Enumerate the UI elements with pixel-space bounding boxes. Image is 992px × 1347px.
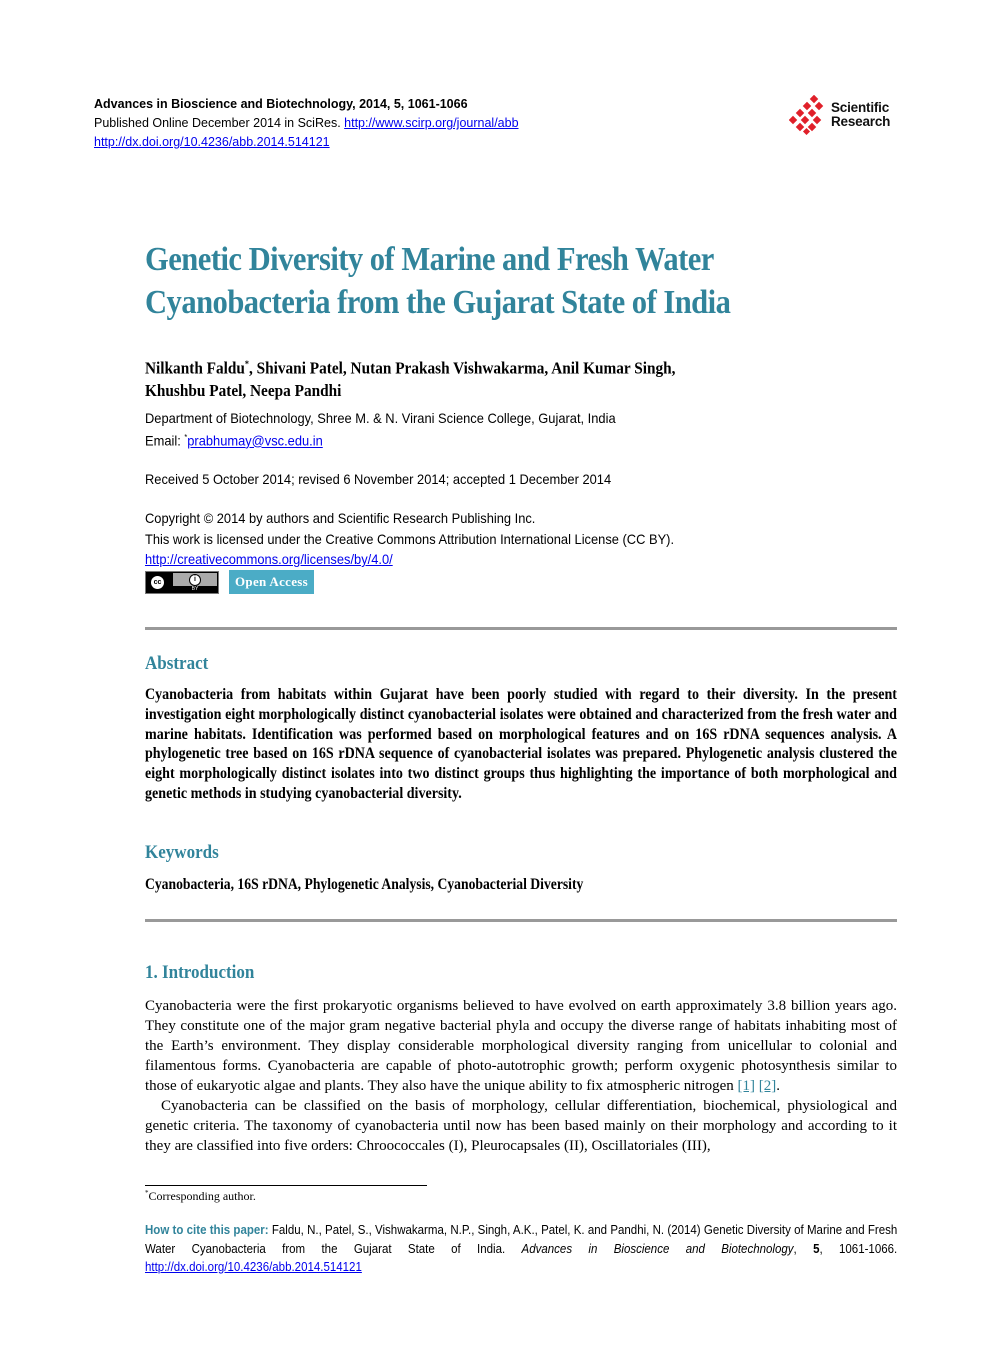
reference-link-1[interactable]: [1] (737, 1078, 755, 1094)
email-label: Email: (145, 432, 185, 449)
published-line (94, 114, 519, 133)
abstract-text: Cyanobacteria from habitats within Gujarat have been poorly studied with regard to their diversity. In the present investigation eight morphologically distinct cyanobacterial isolates were obtained and characterized from the fresh water and marine habitats. Identification was performed based on morphological features and on 16S rDNA sequences analysis. A phylogenetic tree based on 16S rDNA sequence of cyanobacterial isolates was prepared. Phylogenetic analysis clustered the eight morphologically distinct isolates into two distinct groups thus highlighting the importance of both morphological and genetic methods in studying cyanobacterial diversity. (145, 686, 897, 802)
footnote-divider (145, 1185, 427, 1186)
copyright-line: Copyright © 2014 by authors and Scientific Research Publishing Inc. (145, 510, 536, 526)
author-names: , Shivani Patel, Nutan Prakash Vishwakarma, Anil Kumar Singh, (248, 358, 676, 378)
keywords-heading: Keywords (145, 843, 219, 863)
title-line-2: Cyanobacteria from the Gujarat State of India (145, 284, 731, 321)
received-dates: Received 5 October 2014; revised 6 November 2014; accepted 1 December 2014 (145, 471, 612, 487)
attribution-icon: i (189, 574, 201, 586)
divider-top (145, 627, 897, 630)
doi-link[interactable]: http://dx.doi.org/10.4236/abb.2014.514121 (94, 135, 330, 149)
paper-title (145, 238, 838, 324)
by-section (173, 573, 217, 592)
author-name: Nilkanth Faldu (145, 358, 245, 378)
keywords-text: Cyanobacteria, 16S rDNA, Phylogenetic Analysis, Cyanobacterial Diversity (145, 876, 584, 893)
reference-link-2[interactable]: [2] (758, 1078, 777, 1094)
divider-bottom (145, 919, 897, 922)
email-marker: * (184, 433, 188, 442)
cite-separator: , (793, 1240, 814, 1256)
cite-doi-link[interactable]: http://dx.doi.org/10.4236/abb.2014.514121 (145, 1259, 362, 1274)
journal-header (94, 95, 519, 152)
journal-url-link[interactable]: http://www.scirp.org/journal/abb (344, 116, 519, 130)
intro-paragraph-1 (145, 996, 897, 1096)
by-label: BY (173, 586, 217, 592)
affiliation: Department of Biotechnology, Shree M. & N. Virani Science College, Gujarat, India (145, 410, 616, 426)
logo-text-line1: Scientific (831, 100, 890, 115)
title-line-1: Genetic Diversity of Marine and Fresh Water (145, 241, 714, 278)
cc-by-badge[interactable] (145, 571, 219, 594)
footnote-marker: * (145, 1189, 149, 1197)
license-link[interactable]: http://creativecommons.org/licenses/by/4.0/ (145, 551, 393, 567)
scientific-research-logo-icon (789, 95, 827, 135)
footnote (145, 1189, 256, 1204)
copyright-block (145, 508, 674, 570)
intro-para1-text: Cyanobacteria were the first prokaryotic organisms believed to have evolved on earth approximately 3.8 billion years ago. They constitute one of the major gram negative bacterial phyla and occupy the diverse range of habitats inhabiting most of the Earth’s environment. They display considerable morphological diversity ranging from unicellular to colonial and filamentous forms. Cyanobacteria are capable of photo-autotrophic growth; perform oxygenic photosynthesis similar to those of eukaryotic algae and plants. They also have the unique ability to fix atmospheric nitrogen (145, 998, 897, 1094)
email-link[interactable]: prabhumay@vsc.edu.in (187, 432, 323, 449)
logo-text (831, 101, 890, 129)
published-text: Published Online December 2014 in SciRes. (94, 116, 345, 130)
cite-label: How to cite this paper: (145, 1222, 269, 1237)
abstract-heading: Abstract (145, 654, 209, 674)
cite-pages: , 1061-1066. (819, 1240, 898, 1256)
cite-text: Faldu, N., Patel, S., Vishwakarma, N.P., Singh, A.K., Patel, K. and Pandhi, N. (2014) Genetic Diversity of Marine and Fresh Water Cyanobacteria from the Gujarat State of India. (145, 1222, 898, 1256)
author-names-line2: Khushbu Patel, Neepa Pandhi (145, 380, 342, 400)
intro-paragraph-2: Cyanobacteria can be classified on the basis of morphology, cellular differentiation, biochemical, physiological and genetic criteria. The taxonomy of cyanobacteria until now has been based mainly on their morphology and according to it they are classified into five orders: Chroococcales (I), Pleurocapsales (II), Oscillatoriales (III), (145, 1098, 897, 1154)
journal-citation-line: Advances in Bioscience and Biotechnology, 2014, 5, 1061-1066 (94, 97, 468, 111)
cc-icon: cc (149, 574, 166, 591)
license-line: This work is licensed under the Creative Commons Attribution International License (CC BY). (145, 530, 675, 547)
license-badges (145, 570, 314, 594)
cite-journal: Advances in Bioscience and Biotechnology (521, 1240, 794, 1256)
introduction-body (145, 996, 897, 1156)
open-access-badge: Open Access (229, 570, 314, 594)
logo-text-line2: Research (831, 114, 891, 129)
corresponding-marker: * (244, 359, 249, 369)
author-list (145, 353, 793, 402)
publisher-logo (789, 95, 890, 135)
introduction-heading: 1. Introduction (145, 963, 255, 983)
affiliation-block (145, 408, 616, 451)
footnote-text: Corresponding author. (148, 1189, 256, 1203)
cite-volume: 5 (813, 1240, 820, 1256)
how-to-cite (145, 1221, 897, 1277)
intro-para1-end: . (776, 1078, 780, 1094)
